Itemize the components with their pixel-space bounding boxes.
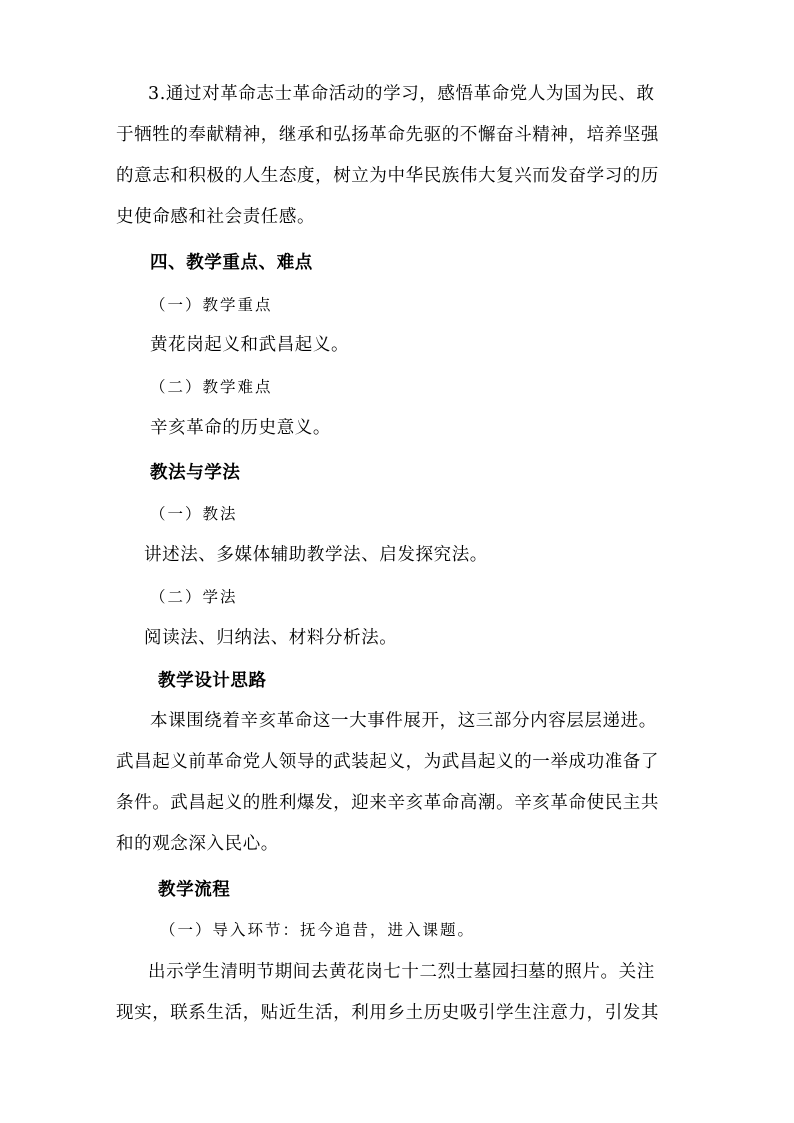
objective-3-line-1: 3.通过对革命志士革命活动的学习，感悟革命党人为国为民、敢 bbox=[148, 84, 655, 104]
key-point-text: 黄花岗起义和武昌起义。 bbox=[150, 335, 350, 355]
section-heading-methods: 教法与学法 bbox=[150, 463, 241, 483]
subheading-difficulty: （二）教学难点 bbox=[150, 378, 273, 396]
design-line-3: 条件。武昌起义的胜利爆发，迎来辛亥革命高潮。辛亥革命使民主共 bbox=[116, 793, 659, 813]
subheading-key-point: （一）教学重点 bbox=[150, 296, 273, 314]
objective-3-line-3: 的意志和积极的人生态度，树立为中华民族伟大复兴而发奋学习的历 bbox=[116, 166, 659, 186]
process-line-1: 出示学生清明节期间去黄花岗七十二烈士墓园扫墓的照片。关注 bbox=[148, 962, 655, 982]
objective-3-line-4: 史使命感和社会责任感。 bbox=[116, 207, 316, 227]
design-line-2: 武昌起义前革命党人领导的武装起义，为武昌起义的一举成功准备了 bbox=[116, 752, 659, 772]
section-heading-design: 教学设计思路 bbox=[158, 671, 267, 691]
objective-3-line-2: 于牺牲的奉献精神，继承和弘扬革命先驱的不懈奋斗精神，培养坚强 bbox=[116, 125, 659, 145]
process-line-2: 现实，联系生活，贴近生活，利用乡土历史吸引学生注意力，引发其 bbox=[116, 1003, 659, 1023]
learning-method-text: 阅读法、归纳法、材料分析法。 bbox=[144, 628, 398, 648]
section-heading-process: 教学流程 bbox=[158, 880, 231, 900]
design-line-4: 和的观念深入民心。 bbox=[116, 834, 279, 854]
subheading-learning-method: （二）学法 bbox=[150, 588, 238, 606]
design-line-1: 本课围绕着辛亥革命这一大事件展开，这三部分内容层层递进。 bbox=[150, 711, 657, 731]
teaching-method-text: 讲述法、多媒体辅助教学法、启发探究法。 bbox=[144, 545, 488, 565]
difficulty-text: 辛亥革命的历史意义。 bbox=[150, 418, 331, 438]
subheading-introduction: （一）导入环节：抚今追昔，进入课题。 bbox=[160, 921, 476, 939]
subheading-teaching-method: （一）教法 bbox=[150, 505, 238, 523]
section-heading-key-points: 四、教学重点、难点 bbox=[150, 253, 313, 273]
